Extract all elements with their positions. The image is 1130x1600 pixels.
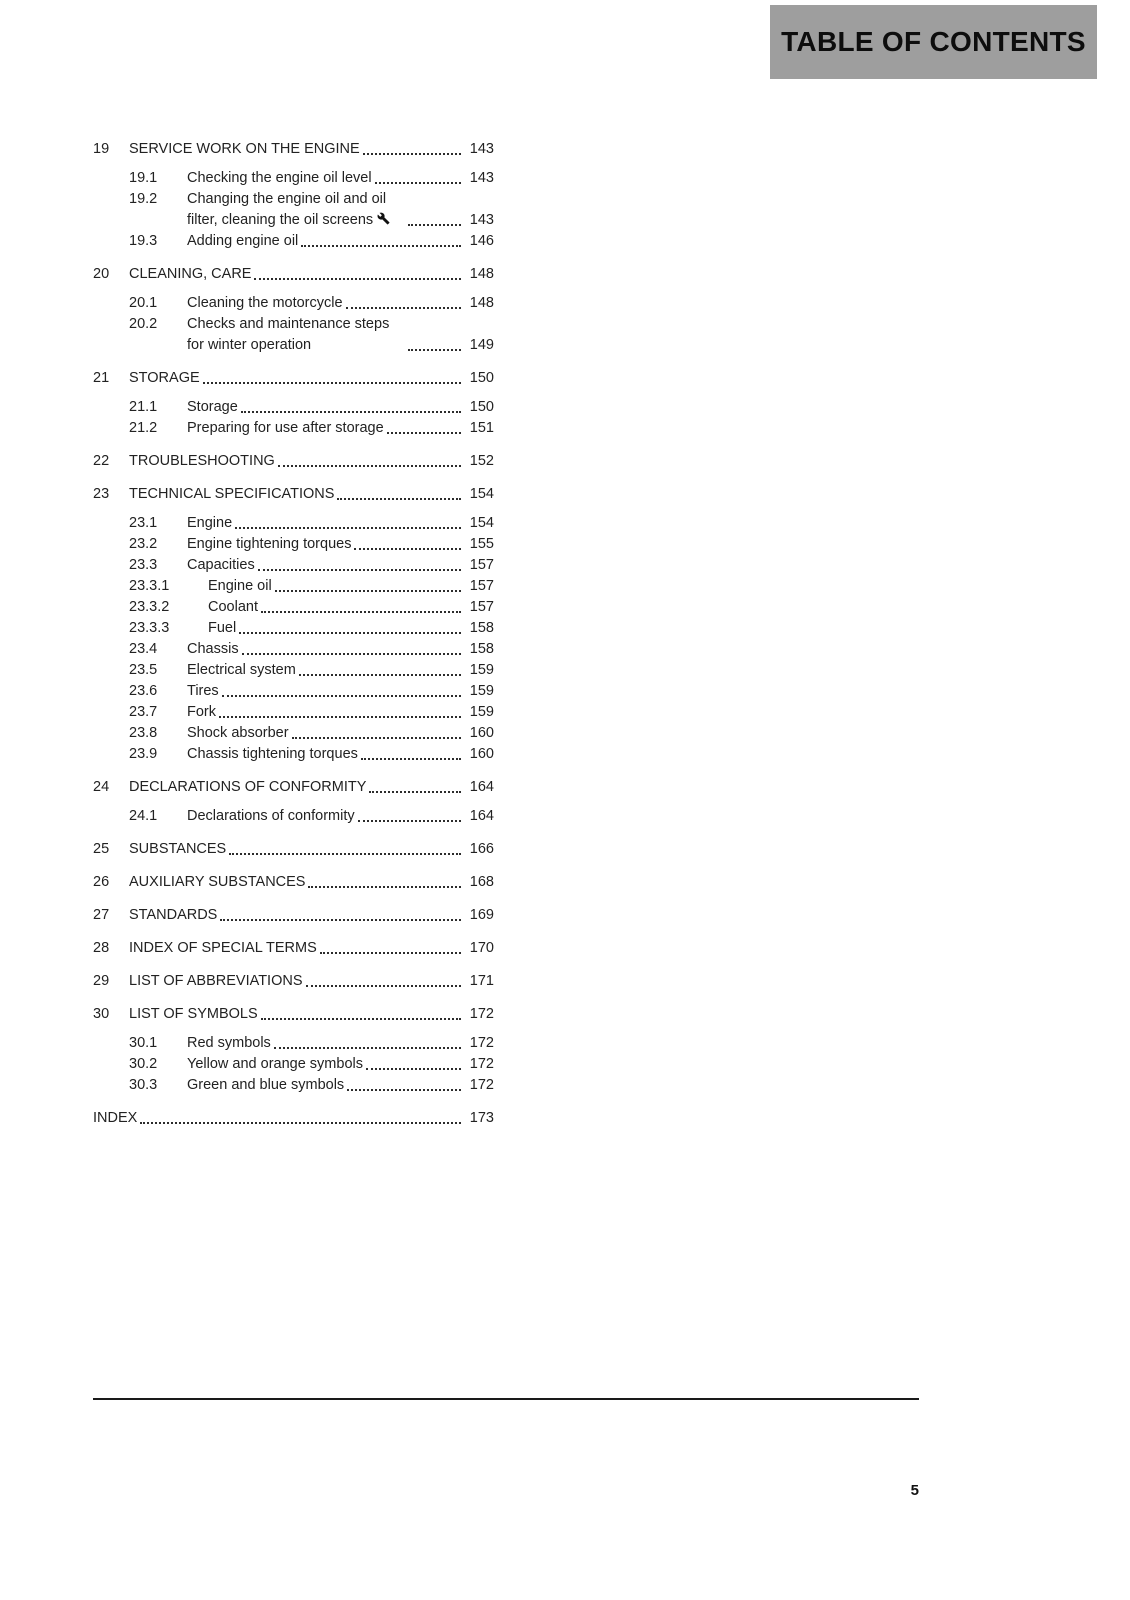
page-title: TABLE OF CONTENTS (781, 26, 1086, 57)
toc-entry-number: 23.9 (129, 746, 158, 762)
toc-entry[interactable] (93, 597, 494, 618)
toc-entry-number: 21.2 (129, 420, 158, 436)
toc-entry-title-text: Tires (187, 683, 219, 699)
toc-entry-title-text: Chassis (187, 641, 239, 657)
toc-entry[interactable] (93, 905, 494, 926)
toc-entry-title-text: DECLARATIONS OF CONFORMITY (129, 779, 367, 795)
toc-entry-title-text: Storage (187, 399, 238, 415)
toc-entry-page: 160 (469, 725, 494, 741)
page-number: 5 (910, 1482, 919, 1499)
toc-entry-page: 148 (469, 266, 494, 282)
toc-entry-title (129, 139, 360, 160)
toc-entry-page: 143 (469, 212, 494, 228)
toc-entry-number: 23.6 (129, 683, 158, 699)
toc-entry-title-text: Fork (187, 704, 216, 720)
toc-entry[interactable] (93, 451, 494, 472)
toc-entry-title (129, 872, 305, 893)
toc-entry-page: 154 (469, 515, 494, 531)
toc-entry[interactable] (93, 681, 494, 702)
toc-entry-number: 23.1 (129, 515, 158, 531)
toc-entry-title-text: INDEX (93, 1110, 138, 1126)
dotted-leader (408, 349, 461, 351)
dotted-leader (220, 919, 461, 921)
toc-entry[interactable] (93, 168, 494, 189)
dotted-leader (369, 791, 461, 793)
toc-entry-title (129, 971, 303, 992)
toc-entry-title (187, 513, 232, 534)
toc-entry[interactable] (93, 723, 494, 744)
toc-entry-number: 19.1 (129, 170, 158, 186)
toc-entry[interactable] (93, 702, 494, 723)
toc-entry-page: 150 (469, 399, 494, 415)
toc-entry[interactable] (93, 839, 494, 860)
toc-entry-title-text: Declarations of conformity (187, 808, 355, 824)
toc-entry-title (187, 189, 405, 231)
toc-entry-title-text: Fuel (208, 620, 237, 636)
toc-entry-number: 20 (93, 266, 110, 282)
toc-entry-page: 158 (469, 620, 494, 636)
toc-entry-page: 164 (469, 779, 494, 795)
toc-entry-title-text: Checking the engine oil level (187, 170, 372, 186)
dotted-leader (222, 695, 461, 697)
toc-entry[interactable] (93, 314, 494, 356)
toc-entry-page: 148 (469, 295, 494, 311)
toc-entry[interactable] (93, 639, 494, 660)
toc-entry-number: 30 (93, 1006, 110, 1022)
toc-entry-page: 152 (469, 453, 494, 469)
toc-entry-number: 23.3.3 (129, 620, 170, 636)
toc-entry-title-text: INDEX OF SPECIAL TERMS (129, 940, 317, 956)
toc-entry-page: 159 (469, 683, 494, 699)
toc-entry-page: 164 (469, 808, 494, 824)
toc-entry-title (93, 1108, 137, 1129)
toc-entry-title (208, 618, 236, 639)
toc-entry[interactable] (93, 777, 494, 798)
dotted-leader (241, 411, 461, 413)
toc-entry-page: 170 (469, 940, 494, 956)
toc-entry[interactable] (93, 1004, 494, 1025)
toc-entry[interactable] (93, 1054, 494, 1075)
toc-entry-page: 172 (469, 1056, 494, 1072)
toc-entry-title (187, 1033, 271, 1054)
toc-entry-number: 23 (93, 486, 110, 502)
toc-entry[interactable] (93, 806, 494, 827)
toc-entry-page: 146 (469, 233, 494, 249)
dotted-leader (242, 653, 461, 655)
toc-entry-number: 26 (93, 874, 110, 890)
toc-entry-page: 172 (469, 1077, 494, 1093)
toc-entry-title-text: LIST OF SYMBOLS (129, 1006, 258, 1022)
toc-entry[interactable] (93, 139, 494, 160)
toc-entry[interactable] (93, 189, 494, 231)
toc-entry-title (187, 418, 384, 439)
toc-entry-number: 27 (93, 907, 110, 923)
toc-entry-page: 159 (469, 662, 494, 678)
toc-entry-number: 21.1 (129, 399, 158, 415)
toc-entry-page: 143 (469, 141, 494, 157)
toc-entry[interactable] (93, 231, 494, 252)
toc-entry[interactable] (93, 1108, 494, 1129)
toc-entry-title (187, 534, 351, 555)
dotted-leader (261, 611, 461, 613)
page-header-band (770, 5, 1097, 79)
toc-entry-title-text: Electrical system (187, 662, 296, 678)
toc-entry[interactable] (93, 368, 494, 389)
toc-entry-title (208, 576, 272, 597)
toc-entry-page: 149 (469, 337, 494, 353)
toc-entry-title (129, 905, 217, 926)
toc-entry[interactable] (93, 397, 494, 418)
toc-entry-number: 29 (93, 973, 110, 989)
toc-entry[interactable] (93, 618, 494, 639)
toc-entry-title-text: Chassis tightening torques (187, 746, 358, 762)
toc-entry-page: 154 (469, 486, 494, 502)
dotted-leader (347, 1089, 461, 1091)
toc-entry-title (129, 839, 226, 860)
toc-entry-title-text: LIST OF ABBREVIATIONS (129, 973, 303, 989)
toc-entry-page: 157 (469, 578, 494, 594)
toc-entry-title (187, 660, 296, 681)
dotted-leader (261, 1018, 461, 1020)
toc-entry-number: 23.8 (129, 725, 158, 741)
toc-entry-number: 25 (93, 841, 110, 857)
toc-entry-title (187, 397, 238, 418)
toc-entry-title (187, 1075, 344, 1096)
toc-entry[interactable] (93, 1075, 494, 1096)
toc-entry-page: 150 (469, 370, 494, 386)
toc-entry-title (187, 1054, 363, 1075)
toc-entry[interactable] (93, 971, 494, 992)
toc-entry-number: 23.3.1 (129, 578, 170, 594)
dotted-leader (387, 432, 461, 434)
toc-entry-title (187, 681, 219, 702)
toc-entry-page: 166 (469, 841, 494, 857)
dotted-leader (358, 820, 461, 822)
dotted-leader (363, 153, 461, 155)
toc-entry-title-text: STANDARDS (129, 907, 218, 923)
toc-entry-title-text: Engine (187, 515, 233, 531)
toc-entry-page: 158 (469, 641, 494, 657)
dotted-leader (258, 569, 461, 571)
toc-entry-number: 19 (93, 141, 110, 157)
toc-entry-title-text: AUXILIARY SUBSTANCES (129, 874, 306, 890)
toc-entry-page: 168 (469, 874, 494, 890)
dotted-leader (337, 498, 461, 500)
toc-entry-title (187, 744, 358, 765)
toc-entry[interactable] (93, 660, 494, 681)
dotted-leader (275, 590, 461, 592)
wrench-icon (377, 211, 390, 224)
dotted-leader (239, 632, 461, 634)
dotted-leader (274, 1047, 461, 1049)
toc-entry-page: 172 (469, 1006, 494, 1022)
toc-entry-title (129, 777, 366, 798)
toc-entry-title (187, 314, 405, 356)
toc-entry-page: 157 (469, 599, 494, 615)
toc-entry[interactable] (93, 264, 494, 285)
toc-entry-title-text: STORAGE (129, 370, 200, 386)
toc-entry-title (208, 597, 258, 618)
toc-entry-number: 23.3 (129, 557, 158, 573)
dotted-leader (306, 985, 461, 987)
toc-entry-title (187, 723, 289, 744)
dotted-leader (229, 853, 461, 855)
toc-entry-title (129, 938, 317, 959)
toc-entry[interactable] (93, 1033, 494, 1054)
toc-entry-page: 155 (469, 536, 494, 552)
toc-entry-title-text: TECHNICAL SPECIFICATIONS (129, 486, 335, 502)
toc-entry-page: 151 (469, 420, 494, 436)
dotted-leader (299, 674, 461, 676)
toc-entry-number: 19.2 (129, 191, 158, 207)
footer-rule (93, 1398, 919, 1400)
toc-entry-title (129, 484, 334, 505)
toc-entry-title (187, 639, 239, 660)
dotted-leader (292, 737, 461, 739)
toc-entry-number: 19.3 (129, 233, 158, 249)
dotted-leader (219, 716, 461, 718)
toc-entry-title-text: Cleaning the motorcycle (187, 295, 343, 311)
toc-entry-title-text: CLEANING, CARE (129, 266, 252, 282)
toc-entry-page: 171 (469, 973, 494, 989)
toc-entry-number: 30.2 (129, 1056, 158, 1072)
toc-entry-title-text: TROUBLESHOOTING (129, 453, 275, 469)
toc-entry-title-text: Red symbols (187, 1035, 271, 1051)
toc-entry-page: 157 (469, 557, 494, 573)
toc-entry[interactable] (93, 293, 494, 314)
toc-entry-title-text: Capacities (187, 557, 255, 573)
toc-entry-number: 23.2 (129, 536, 158, 552)
toc-entry-title-text: SERVICE WORK ON THE ENGINE (129, 141, 360, 157)
toc-entry-number: 30.3 (129, 1077, 158, 1093)
dotted-leader (140, 1122, 461, 1124)
toc-entry-title (187, 293, 343, 314)
toc-entry[interactable] (93, 576, 494, 597)
toc-entry-page: 143 (469, 170, 494, 186)
dotted-leader (366, 1068, 461, 1070)
toc-entry-title (187, 555, 255, 576)
toc-entry-title-text: Shock absorber (187, 725, 289, 741)
dotted-leader (354, 548, 461, 550)
toc-entry-page: 159 (469, 704, 494, 720)
toc-entry-title (187, 806, 355, 827)
toc-entry-title-text: Adding engine oil (187, 233, 299, 249)
toc-entry-number: 24.1 (129, 808, 158, 824)
toc-entry-title-text: Engine tightening torques (187, 536, 352, 552)
toc-entry-title-text: SUBSTANCES (129, 841, 227, 857)
toc-entry-page: 173 (469, 1110, 494, 1126)
toc-entry-number: 20.2 (129, 316, 158, 332)
toc-entry-title-text: Coolant (208, 599, 258, 615)
toc-entry-number: 28 (93, 940, 110, 956)
toc-entry-title-text: Preparing for use after storage (187, 420, 384, 436)
toc-entry-title-text: Changing the engine oil and oil filter, cleaning the oil screens (187, 191, 387, 228)
toc-entry-title-text: Engine oil (208, 578, 272, 594)
toc-entry-number: 22 (93, 453, 110, 469)
toc-entry-title (129, 368, 200, 389)
toc-entry-title (129, 451, 275, 472)
dotted-leader (203, 382, 461, 384)
toc-entry-title (187, 702, 216, 723)
toc-entry-title (129, 264, 251, 285)
toc-entry[interactable] (93, 744, 494, 765)
dotted-leader (375, 182, 461, 184)
toc-entry-number: 20.1 (129, 295, 158, 311)
table-of-contents (93, 127, 494, 1137)
toc-entry-title-text: Green and blue symbols (187, 1077, 345, 1093)
toc-entry[interactable] (93, 418, 494, 439)
toc-entry-number: 23.3.2 (129, 599, 170, 615)
toc-entry[interactable] (93, 555, 494, 576)
toc-entry-number: 23.7 (129, 704, 158, 720)
toc-entry-number: 23.4 (129, 641, 158, 657)
toc-entry-title-text: Checks and maintenance steps for winter operation (187, 316, 390, 353)
toc-entry-number: 24 (93, 779, 110, 795)
toc-entry-title (187, 231, 298, 252)
toc-entry-page: 169 (469, 907, 494, 923)
dotted-leader (254, 278, 461, 280)
dotted-leader (308, 886, 461, 888)
dotted-leader (361, 758, 461, 760)
toc-entry-page: 172 (469, 1035, 494, 1051)
toc-entry[interactable] (93, 484, 494, 505)
dotted-leader (320, 952, 461, 954)
dotted-leader (301, 245, 461, 247)
dotted-leader (408, 224, 461, 226)
toc-entry-number: 30.1 (129, 1035, 158, 1051)
toc-entry[interactable] (93, 534, 494, 555)
toc-entry-title (187, 168, 372, 189)
toc-entry[interactable] (93, 513, 494, 534)
toc-entry-number: 21 (93, 370, 110, 386)
dotted-leader (346, 307, 461, 309)
toc-entry-title-text: Yellow and orange symbols (187, 1056, 363, 1072)
toc-entry[interactable] (93, 938, 494, 959)
dotted-leader (235, 527, 461, 529)
toc-entry-number: 23.5 (129, 662, 158, 678)
toc-entry-page: 160 (469, 746, 494, 762)
toc-entry-title (129, 1004, 258, 1025)
dotted-leader (278, 465, 461, 467)
toc-entry[interactable] (93, 872, 494, 893)
